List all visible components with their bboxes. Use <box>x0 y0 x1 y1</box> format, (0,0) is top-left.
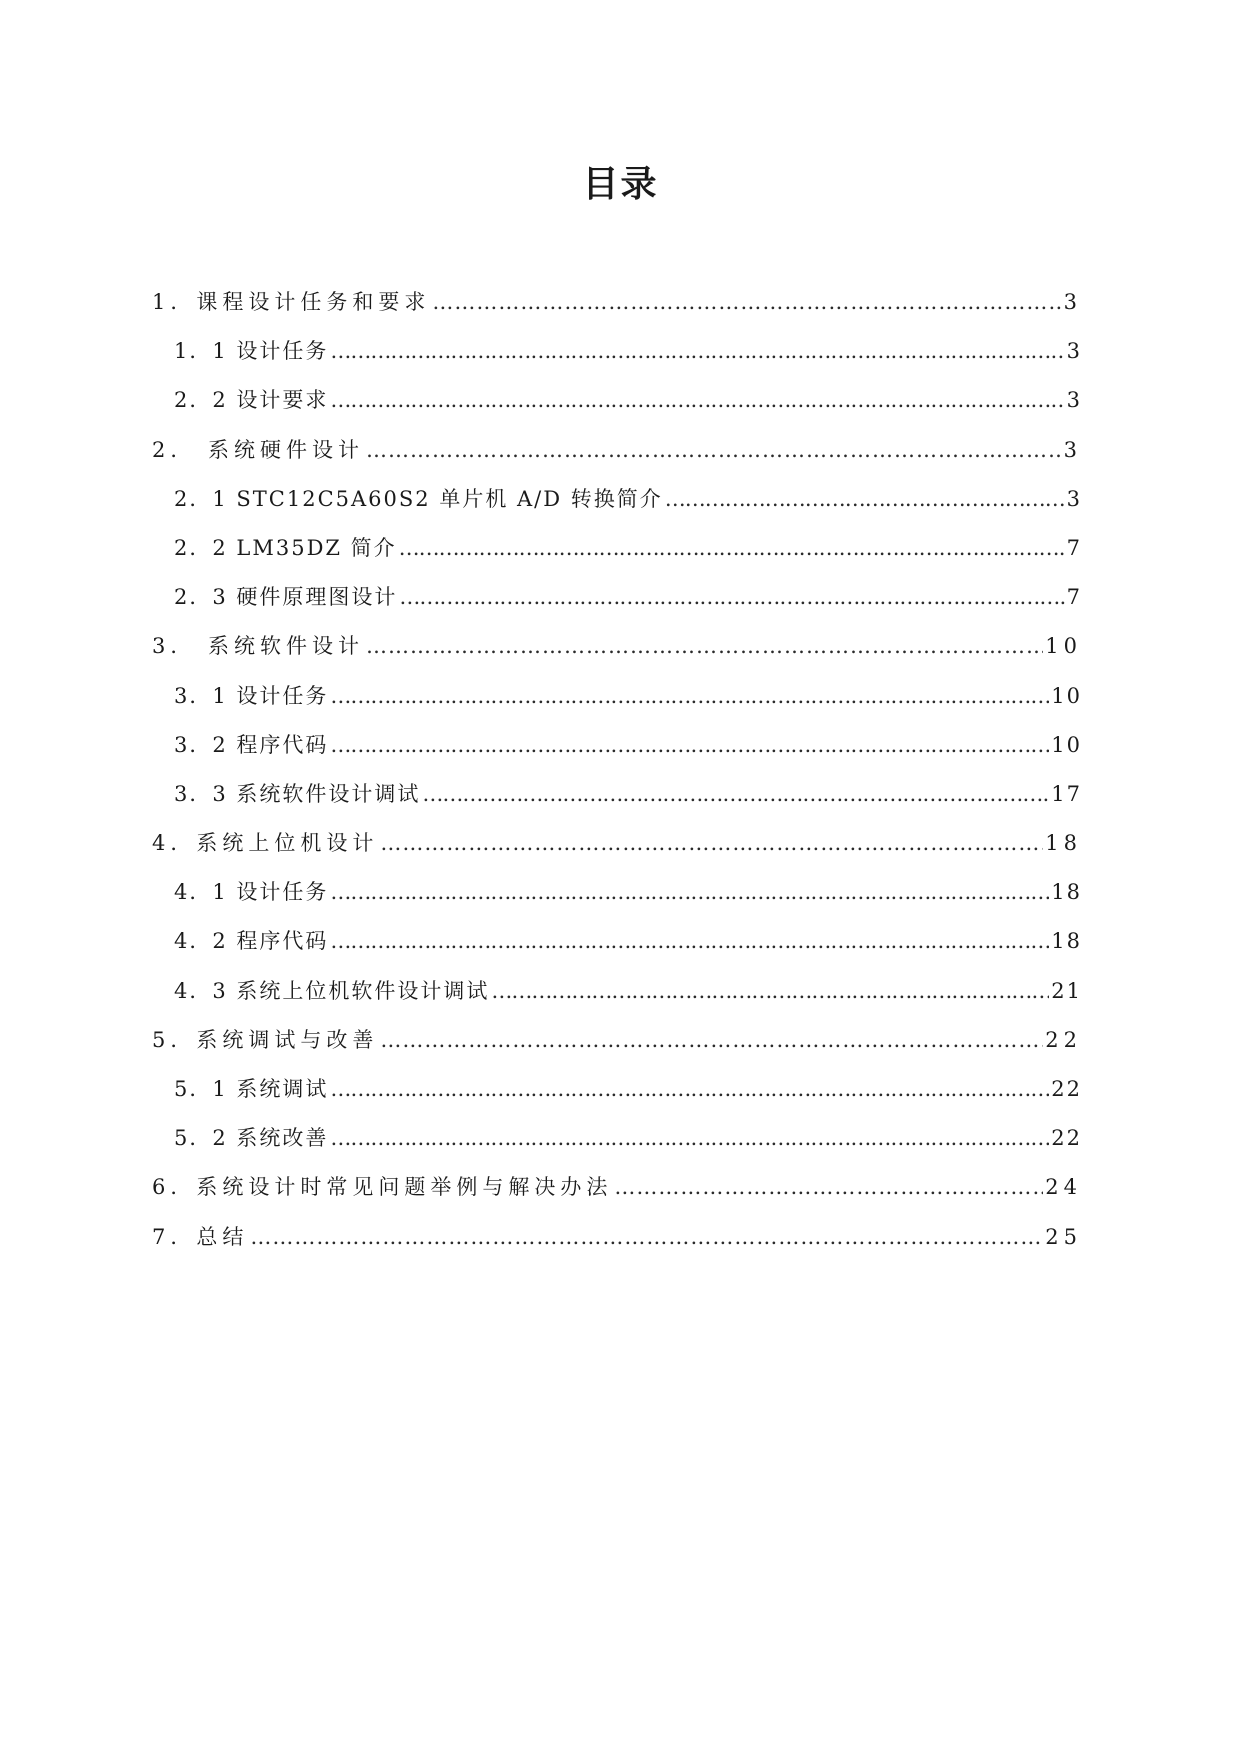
toc-entry-label: 3． 系统软件设计 <box>152 634 365 659</box>
toc-leader-dots <box>330 1073 1049 1105</box>
toc-entry-page: 10 <box>1051 732 1082 757</box>
toc-entry[interactable] <box>152 1024 1082 1073</box>
toc-leader-dots <box>422 778 1049 810</box>
toc-entry[interactable] <box>152 925 1082 974</box>
toc-leader-dots <box>399 532 1065 564</box>
toc-entry-page: 24 <box>1045 1175 1082 1200</box>
toc-entry-page: 22 <box>1045 1027 1082 1052</box>
toc-entry[interactable] <box>152 434 1082 483</box>
toc-entry[interactable] <box>152 729 1082 778</box>
toc-entry[interactable] <box>152 778 1082 827</box>
toc-entry-page: 10 <box>1051 683 1082 708</box>
toc-entry-label: 5．系统调试与改善 <box>152 1027 379 1052</box>
toc-leader-dots <box>399 581 1064 613</box>
toc-leader-dots <box>432 286 1061 318</box>
toc-entry[interactable] <box>152 876 1082 925</box>
toc-entry-label: 4．系统上位机设计 <box>152 831 379 856</box>
toc-entry-page: 3 <box>1063 437 1082 462</box>
toc-entry-page: 18 <box>1051 929 1082 954</box>
toc-entry[interactable] <box>152 1122 1082 1171</box>
toc-entry-label: 4．1 设计任务 <box>174 880 329 905</box>
toc-leader-dots <box>330 1122 1049 1154</box>
toc-entry-label: 1．1 设计任务 <box>174 339 329 364</box>
toc-entry-page: 17 <box>1051 781 1082 806</box>
toc-entry-page: 25 <box>1045 1224 1082 1249</box>
toc-leader-dots <box>366 630 1043 662</box>
toc-leader-dots <box>330 729 1049 761</box>
toc-entry-label: 3．2 程序代码 <box>174 732 329 757</box>
toc-entry-page: 18 <box>1051 880 1082 905</box>
page-title: 目录 <box>582 164 659 205</box>
toc-entry[interactable] <box>152 630 1082 679</box>
toc-entry-page: 7 <box>1066 535 1082 560</box>
toc-entry[interactable] <box>152 581 1082 630</box>
toc-entry-label: 4．3 系统上位机软件设计调试 <box>174 978 490 1003</box>
table-of-contents <box>152 286 1082 1270</box>
toc-entry-label: 2．2 设计要求 <box>174 388 329 413</box>
toc-entry-label: 2．3 硬件原理图设计 <box>174 585 398 610</box>
toc-leader-dots <box>366 434 1062 466</box>
toc-entry[interactable] <box>152 827 1082 876</box>
toc-leader-dots <box>665 483 1065 515</box>
toc-entry-page: 3 <box>1066 486 1082 511</box>
toc-leader-dots <box>330 925 1049 957</box>
toc-entry-page: 10 <box>1045 634 1082 659</box>
toc-entry[interactable] <box>152 680 1082 729</box>
toc-entry[interactable] <box>152 1171 1082 1220</box>
toc-entry[interactable] <box>152 1221 1082 1270</box>
toc-entry-label: 2．1 STC12C5A60S2 单片机 A/D 转换简介 <box>174 486 663 511</box>
toc-entry[interactable] <box>152 384 1082 433</box>
toc-entry-page: 7 <box>1066 585 1082 610</box>
toc-entry-page: 3 <box>1066 388 1082 413</box>
toc-entry[interactable] <box>152 286 1082 335</box>
toc-entry-label: 3．3 系统软件设计调试 <box>174 781 421 806</box>
toc-entry-label: 4．2 程序代码 <box>174 929 329 954</box>
toc-entry-label: 2．2 LM35DZ 简介 <box>174 535 397 560</box>
toc-entry[interactable] <box>152 532 1082 581</box>
toc-entry-page: 21 <box>1051 978 1082 1003</box>
toc-entry[interactable] <box>152 975 1082 1024</box>
toc-entry-label: 7．总结 <box>152 1224 249 1249</box>
toc-leader-dots <box>330 335 1064 367</box>
toc-entry-page: 3 <box>1063 290 1082 314</box>
toc-entry-page: 22 <box>1051 1126 1082 1151</box>
toc-entry[interactable] <box>152 1073 1082 1122</box>
toc-leader-dots <box>330 384 1064 416</box>
toc-leader-dots <box>614 1171 1043 1203</box>
toc-entry-label: 5．2 系统改善 <box>174 1126 329 1151</box>
toc-entry[interactable] <box>152 335 1082 384</box>
toc-entry-label: 6．系统设计时常见问题举例与解决办法 <box>152 1175 613 1200</box>
toc-entry-label: 1．课程设计任务和要求 <box>152 290 431 314</box>
toc-leader-dots <box>330 680 1049 712</box>
toc-entry-label: 2． 系统硬件设计 <box>152 437 365 462</box>
toc-entry-label: 5．1 系统调试 <box>174 1077 329 1101</box>
toc-leader-dots <box>330 876 1049 908</box>
toc-entry-page: 18 <box>1045 831 1082 856</box>
toc-entry-label: 3．1 设计任务 <box>174 683 329 708</box>
toc-leader-dots <box>250 1221 1043 1253</box>
toc-entry-page: 3 <box>1066 339 1082 364</box>
toc-leader-dots <box>380 827 1043 859</box>
toc-leader-dots <box>380 1024 1043 1056</box>
toc-entry-page: 22 <box>1051 1077 1082 1101</box>
toc-entry[interactable] <box>152 483 1082 532</box>
toc-leader-dots <box>491 975 1049 1007</box>
